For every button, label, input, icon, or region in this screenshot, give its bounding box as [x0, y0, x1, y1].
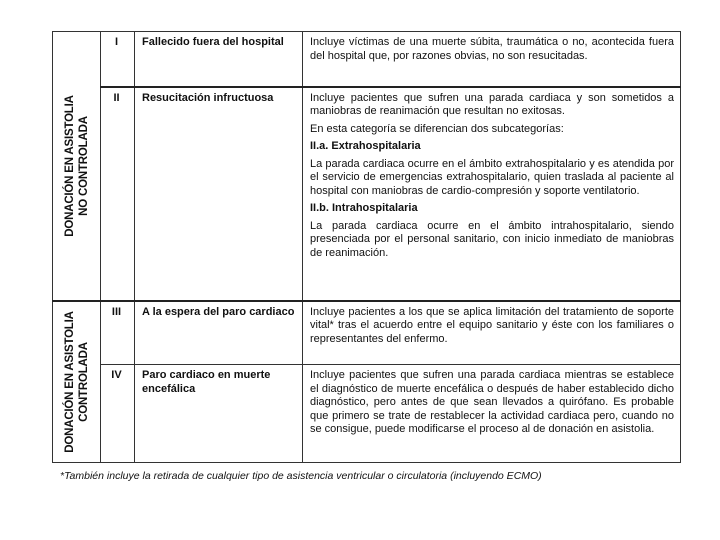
- table-row: [53, 32, 681, 87]
- group-label: DONACIÓN EN ASISTOLIA CONTROLADA: [63, 311, 90, 453]
- category-number: III: [101, 301, 135, 365]
- table-row: [53, 301, 681, 365]
- category-description: Incluye pacientes que sufren una parada cardiaca y son sometidos a maniobras de reanimación que resultan no exitosas. En esta categoría se diferencian dos subcategorías: II.a. Extrahospitalaria La parada cardiaca ocurre en el ámbito extrahospitalario y es atendida por el servicio de emergencias extrahospitalario, quien traslada al paciente al hospital con maniobras de cardio-compresión y soporte ventilatorio. II.b. Intrahospitalaria La parada cardiaca ocurre en el ámbito intrahospitalario, siendo presenciada por el personal sanitario, con inicio inmediato de maniobras de reanimación.: [303, 87, 681, 301]
- subcategory-title: II.b. Intrahospitalaria: [310, 202, 418, 214]
- category-number: I: [101, 32, 135, 87]
- category-name: Resucitación infructuosa: [135, 87, 303, 301]
- group-label: DONACIÓN EN ASISTOLIA NO CONTROLADA: [63, 95, 90, 237]
- category-name: Paro cardiaco en muerte encefálica: [135, 365, 303, 463]
- category-name: Fallecido fuera del hospital: [135, 32, 303, 87]
- category-description: Incluye pacientes que sufren una parada cardiaca mientras se establece el diagnóstico de muerte encefálica o después de haber establecido dicho diagnóstico, pero antes de que sean llevados a quirófano. Es probable que primero se trate de restablecer la actividad cardiaca pero, cuando no se consigue, puede modificarse el proceso al de donación en asistolia.: [303, 365, 681, 463]
- category-name: A la espera del paro cardiaco: [135, 301, 303, 365]
- group-cell-no-controlada: [53, 32, 101, 301]
- category-description: Incluye pacientes a los que se aplica limitación del tratamiento de soporte vital* tras el acuerdo entre el equipo sanitario y éste con los familiares o representantes del enfermo.: [303, 301, 681, 365]
- category-number: II: [101, 87, 135, 301]
- category-description: Incluye víctimas de una muerte súbita, traumática o no, acontecida fuera del hospital que, por razones obvias, no son resucitadas.: [303, 32, 681, 87]
- category-number: IV: [101, 365, 135, 463]
- footnote: *También incluye la retirada de cualquier tipo de asistencia ventricular o circulatoria (incluyendo ECMO): [60, 470, 542, 482]
- table-row: [53, 365, 681, 463]
- table-row: [53, 87, 681, 301]
- group-cell-controlada: [53, 301, 101, 463]
- subcategory-title: II.a. Extrahospitalaria: [310, 140, 421, 152]
- classification-table: [52, 31, 681, 463]
